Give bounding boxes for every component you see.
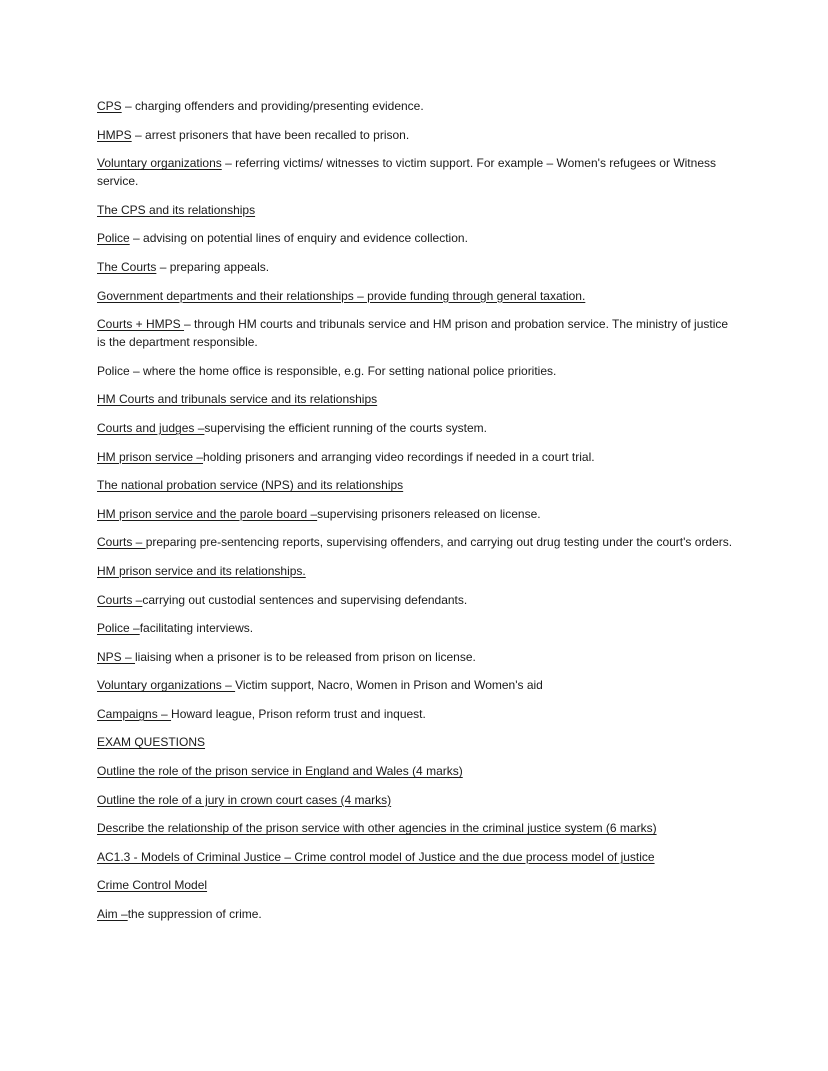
paragraph bbox=[97, 591, 737, 609]
paragraph-heading: HM Courts and tribunals service and its relationships bbox=[97, 392, 378, 407]
paragraph-heading: Courts + HMPS bbox=[97, 317, 185, 332]
paragraph-text: – through HM courts and tribunals service and HM prison and probation service. The ministry of justice is the department responsible. bbox=[97, 317, 729, 350]
paragraph-heading: Outline the role of the prison service in England and Wales (4 marks) bbox=[97, 764, 463, 779]
paragraph-heading: Aim – bbox=[97, 907, 128, 922]
paragraph-heading: Crime Control Model bbox=[97, 878, 208, 893]
paragraph-heading: Courts – bbox=[97, 592, 143, 607]
paragraph bbox=[97, 419, 737, 437]
paragraph-heading: Courts and judges – bbox=[97, 420, 205, 435]
paragraph-text: supervising prisoners released on license. bbox=[317, 506, 541, 521]
paragraph bbox=[97, 154, 737, 190]
paragraph-text: Police – where the home office is responsible, e.g. For setting national police priorities. bbox=[97, 363, 557, 378]
paragraph bbox=[97, 126, 737, 144]
paragraph-text: facilitating interviews. bbox=[139, 621, 254, 636]
section-heading bbox=[97, 562, 737, 580]
paragraph-text: – preparing appeals. bbox=[156, 259, 270, 274]
paragraph-heading: Voluntary organizations – bbox=[97, 678, 236, 693]
paragraph-text: Howard league, Prison reform trust and inquest. bbox=[171, 706, 426, 721]
paragraph-heading: Outline the role of a jury in crown court cases (4 marks) bbox=[97, 792, 392, 807]
paragraph bbox=[97, 448, 737, 466]
paragraph-heading: Voluntary organizations bbox=[97, 156, 222, 171]
paragraph-heading: Campaigns – bbox=[97, 706, 172, 721]
paragraph-heading: NPS – bbox=[97, 649, 136, 664]
paragraph-heading: HM prison service and its relationships. bbox=[97, 563, 306, 578]
section-heading bbox=[97, 287, 737, 305]
paragraph-text: preparing pre-sentencing reports, supervising offenders, and carrying out drug testing under the court's orders. bbox=[145, 535, 733, 550]
document-body bbox=[97, 97, 737, 934]
section-heading bbox=[97, 476, 737, 494]
paragraph bbox=[97, 905, 737, 923]
paragraph-text: holding prisoners and arranging video recordings if needed in a court trial. bbox=[203, 449, 595, 464]
paragraph bbox=[97, 533, 737, 551]
paragraph-heading: EXAM QUESTIONS bbox=[97, 735, 206, 750]
paragraph bbox=[97, 505, 737, 523]
paragraph-text: – arrest prisoners that have been recalled to prison. bbox=[131, 127, 410, 142]
paragraph-heading: Police – bbox=[97, 621, 140, 636]
paragraph bbox=[97, 705, 737, 723]
paragraph-text: the suppression of crime. bbox=[127, 907, 262, 922]
paragraph-heading: Police bbox=[97, 231, 130, 246]
paragraph bbox=[97, 362, 737, 380]
paragraph-heading: HMPS bbox=[97, 127, 132, 142]
paragraph-text: – referring victims/ witnesses to victim support. For example – Women's refugees or Witness service. bbox=[97, 156, 716, 189]
paragraph-text: – advising on potential lines of enquiry and evidence collection. bbox=[129, 231, 468, 246]
paragraph-text: carrying out custodial sentences and supervising defendants. bbox=[142, 592, 468, 607]
paragraph bbox=[97, 229, 737, 247]
paragraph bbox=[97, 258, 737, 276]
paragraph-heading: HM prison service – bbox=[97, 449, 204, 464]
section-heading bbox=[97, 733, 737, 751]
paragraph-heading: The Courts bbox=[97, 259, 157, 274]
section-heading bbox=[97, 390, 737, 408]
paragraph bbox=[97, 315, 737, 351]
paragraph-heading: HM prison service and the parole board – bbox=[97, 506, 318, 521]
paragraph bbox=[97, 676, 737, 694]
paragraph-heading: The CPS and its relationships bbox=[97, 202, 256, 217]
exam-question bbox=[97, 819, 737, 837]
section-heading bbox=[97, 848, 737, 866]
paragraph bbox=[97, 97, 737, 115]
paragraph-text: – charging offenders and providing/presenting evidence. bbox=[121, 99, 424, 113]
paragraph-heading: Describe the relationship of the prison service with other agencies in the criminal justice system (6 marks) bbox=[97, 821, 657, 836]
paragraph-heading: Government departments and their relationships – provide funding through general taxation. bbox=[97, 288, 586, 303]
paragraph-heading: The national probation service (NPS) and its relationships bbox=[97, 478, 404, 493]
exam-question bbox=[97, 762, 737, 780]
paragraph bbox=[97, 648, 737, 666]
paragraph-heading: AC1.3 - Models of Criminal Justice – Crime control model of Justice and the due process model of justice bbox=[97, 849, 655, 864]
paragraph-text: liaising when a prisoner is to be released from prison on license. bbox=[135, 649, 476, 664]
paragraph-heading: Courts – bbox=[97, 535, 146, 550]
paragraph bbox=[97, 619, 737, 637]
section-heading bbox=[97, 876, 737, 894]
paragraph-text: Victim support, Nacro, Women in Prison and Women's aid bbox=[235, 678, 543, 693]
paragraph-heading: CPS bbox=[97, 99, 122, 113]
paragraph-text: supervising the efficient running of the courts system. bbox=[204, 420, 487, 435]
section-heading bbox=[97, 201, 737, 219]
exam-question bbox=[97, 791, 737, 809]
